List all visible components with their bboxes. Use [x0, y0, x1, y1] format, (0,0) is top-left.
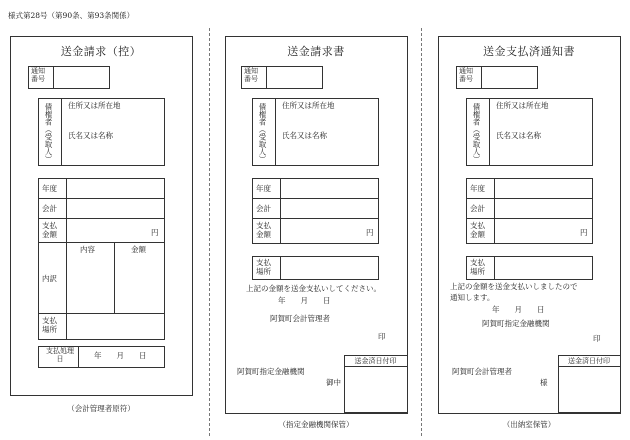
- stamp-label: 送金済日付印: [354, 357, 397, 365]
- processing-date-label: 支払処理日: [46, 347, 74, 364]
- yen-label: 円: [151, 228, 159, 237]
- payment-amount-label: 支払金額: [42, 221, 57, 239]
- honorific: 様: [540, 378, 548, 387]
- creditor-label: 債権者（受取人）: [258, 103, 267, 163]
- yen-label: 円: [366, 228, 374, 237]
- form-title: 送金支払済通知書: [483, 45, 575, 58]
- notice-number-label: 通知番号: [244, 67, 258, 84]
- creditor-label: 債権者（受取人）: [44, 103, 53, 163]
- notice-number-label: 通知番号: [31, 67, 45, 84]
- form-number: 様式第28号（第90条、第93条関係）: [8, 11, 135, 20]
- yen-label: 円: [580, 228, 588, 237]
- form-title: 送金請求書: [287, 45, 345, 58]
- form-footer: （出納室保管）: [502, 420, 556, 429]
- cut-line: [421, 28, 422, 436]
- treasurer-label: 阿賀町会計管理者: [452, 367, 512, 376]
- payment-place-label: 支払場所: [42, 316, 57, 334]
- form-title: 送金請求（控）: [60, 45, 142, 58]
- date-fields: 年 月 日: [94, 351, 147, 360]
- stamp-label: 送金済日付印: [568, 357, 610, 365]
- contents-header: 内容: [80, 245, 95, 254]
- bank-label: 阿賀町指定金融機関: [237, 367, 305, 376]
- payment-place-label: 支払場所: [470, 258, 485, 276]
- year-label: 年度: [470, 184, 485, 193]
- address-label: 住所又は所在地: [282, 101, 335, 110]
- bank-label: 阿賀町指定金融機関: [482, 319, 550, 328]
- name-label: 氏名又は名称: [496, 131, 541, 140]
- seal-mark: 印: [378, 332, 386, 341]
- payment-amount-label: 支払金額: [470, 221, 485, 239]
- date-fields: 年 月 日: [492, 305, 545, 314]
- seal-mark: 印: [593, 334, 601, 343]
- payment-place-label: 支払場所: [256, 258, 271, 276]
- account-label: 会計: [256, 204, 271, 213]
- notice-number-label: 通知番号: [459, 67, 473, 84]
- account-label: 会計: [42, 204, 57, 213]
- cut-line: [209, 28, 210, 436]
- treasurer-label: 阿賀町会計管理者: [270, 314, 330, 323]
- address-label: 住所又は所在地: [68, 101, 121, 110]
- form-footer: （会計管理者原符）: [67, 404, 135, 413]
- payment-amount-label: 支払金額: [256, 221, 271, 239]
- request-text: 上記の金額を送金支払いしてください。: [246, 284, 381, 293]
- creditor-label: 債権者（受取人）: [472, 103, 481, 163]
- form-footer: （指定金融機関保管）: [278, 420, 354, 429]
- amount-header: 金額: [131, 245, 146, 254]
- year-label: 年度: [42, 184, 57, 193]
- notice-text: 上記の金額を送金支払いしましたので: [450, 282, 578, 291]
- notice-text: 通知します。: [450, 293, 495, 302]
- honorific: 御中: [326, 378, 341, 387]
- name-label: 氏名又は名称: [68, 131, 113, 140]
- address-label: 住所又は所在地: [496, 101, 549, 110]
- breakdown-label: 内訳: [42, 274, 57, 283]
- name-label: 氏名又は名称: [282, 131, 327, 140]
- year-label: 年度: [256, 184, 271, 193]
- account-label: 会計: [470, 204, 485, 213]
- date-fields: 年 月 日: [278, 296, 331, 305]
